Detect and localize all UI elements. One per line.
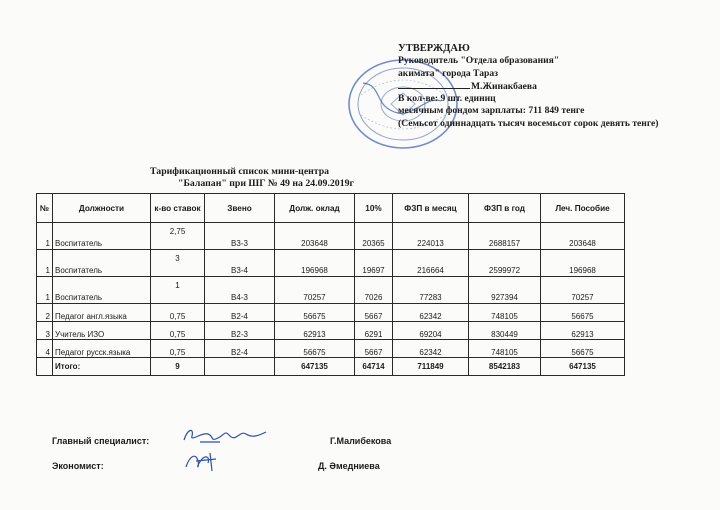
header-salary: Долж. оклад [275, 194, 355, 223]
header-month: ФЗП в месяц [393, 194, 469, 223]
cell-grade: B3-4 [205, 250, 275, 277]
cell-salary: 196968 [275, 250, 355, 277]
cell-allowance: 70257 [541, 277, 625, 304]
cell-month: 69204 [393, 322, 469, 340]
total-month: 711849 [393, 358, 469, 376]
cell-position: Воспитатель [53, 250, 151, 277]
table-row [37, 322, 625, 340]
footer-role-1: Главный специалист: [52, 436, 150, 446]
table-row [37, 223, 625, 250]
cell-rates [151, 223, 205, 250]
cell-rates [151, 250, 205, 277]
header-rates: к-во ставок [151, 194, 205, 223]
header-year: ФЗП в год [469, 194, 541, 223]
header-allowance: Леч. Пособие [541, 194, 625, 223]
approval-block [398, 43, 659, 130]
cell-rates: 0,75 [151, 340, 205, 358]
cell-allowance: 196968 [541, 250, 625, 277]
cell-grade: B4-3 [205, 277, 275, 304]
cell-empty [205, 358, 275, 376]
cell-salary: 203648 [275, 223, 355, 250]
cell-rates: 0,75 [151, 304, 205, 322]
cell-salary: 56675 [275, 340, 355, 358]
cell-grade: B3-3 [205, 223, 275, 250]
cell-no: 2 [37, 304, 53, 322]
table-row [37, 250, 625, 277]
cell-percent: 7026 [355, 277, 393, 304]
cell-no: 3 [37, 322, 53, 340]
cell-position: Педагог англ.языка [53, 304, 151, 322]
cell-allowance: 56675 [541, 340, 625, 358]
cell-salary: 62913 [275, 322, 355, 340]
total-label: Итого: [53, 358, 151, 376]
total-allowance: 647135 [541, 358, 625, 376]
cell-position: Учитель ИЗО [53, 322, 151, 340]
table-row [37, 304, 625, 322]
footer-name-2: Д. Әмедниева [318, 461, 380, 471]
cell-grade: B2-3 [205, 322, 275, 340]
cell-position: Воспитатель [53, 223, 151, 250]
cell-position: Воспитатель [53, 277, 151, 304]
approval-line-3: М.Жинакбаева [471, 80, 537, 92]
table-header-row [37, 194, 625, 223]
cell-year: 2688157 [469, 223, 541, 250]
cell-year: 748105 [469, 340, 541, 358]
signature-2-icon [180, 449, 230, 473]
cell-grade: B2-4 [205, 340, 275, 358]
cell-rates [151, 277, 205, 304]
cell-year: 830449 [469, 322, 541, 340]
approval-line-1: Руководитель "Отдела образования" [398, 55, 560, 67]
cell-allowance: 62913 [541, 322, 625, 340]
cell-position: Педагог русск.языка [53, 340, 151, 358]
total-year: 8542183 [469, 358, 541, 376]
approval-line-2: акимата" города Тараз [398, 67, 498, 79]
cell-no: 1 [37, 250, 53, 277]
footer-name-1: Г.Малибекова [330, 436, 392, 446]
tariff-table [36, 193, 625, 376]
header-no: № [37, 194, 53, 223]
total-row [37, 358, 625, 376]
cell-rates: 0,75 [151, 322, 205, 340]
cell-percent: 6291 [355, 322, 393, 340]
cell-allowance: 56675 [541, 304, 625, 322]
cell-empty [37, 358, 53, 376]
cell-percent: 20365 [355, 223, 393, 250]
footer-role-2: Экономист: [52, 461, 104, 471]
cell-grade: B2-4 [205, 304, 275, 322]
cell-percent: 5667 [355, 340, 393, 358]
header-position: Должности [53, 194, 151, 223]
approval-heading: УТВЕРЖДАЮ [398, 43, 470, 54]
approval-line-4: В кол-ве: 9 шт. единиц [398, 93, 496, 105]
cell-salary: 70257 [275, 277, 355, 304]
cell-no: 1 [37, 223, 53, 250]
cell-no: 1 [37, 277, 53, 304]
cell-no: 4 [37, 340, 53, 358]
total-salary: 647135 [275, 358, 355, 376]
cell-percent: 19697 [355, 250, 393, 277]
total-percent: 64714 [355, 358, 393, 376]
table-row [37, 340, 625, 358]
signature-1-icon [180, 424, 280, 446]
header-grade: Звено [205, 194, 275, 223]
approval-signature-line [398, 80, 659, 93]
title-line-1: Тарификационный список мини-центра [150, 166, 330, 177]
approval-line-5: месячным фондом зарплаты: 711 849 тенге [398, 105, 585, 117]
cell-rates-value: 1 [175, 281, 180, 290]
cell-month: 62342 [393, 340, 469, 358]
header-percent: 10% [355, 194, 393, 223]
title-line-2: "Балапан" при ШГ № 49 на 24.09.2019г [178, 178, 354, 189]
cell-month: 216664 [393, 250, 469, 277]
cell-year: 927394 [469, 277, 541, 304]
cell-rates-value: 2,75 [169, 227, 186, 236]
cell-year: 2599972 [469, 250, 541, 277]
signature-underline [398, 80, 470, 89]
approval-line-6: (Семьсот одиннадцать тысяч восемьсот сорок девять тенге) [398, 117, 659, 129]
cell-percent: 5667 [355, 304, 393, 322]
cell-month: 77283 [393, 277, 469, 304]
cell-month: 224013 [393, 223, 469, 250]
total-rates: 9 [151, 358, 205, 376]
cell-allowance: 203648 [541, 223, 625, 250]
table-row [37, 277, 625, 304]
cell-salary: 56675 [275, 304, 355, 322]
cell-rates-value: 3 [175, 254, 180, 263]
document-title [150, 166, 354, 190]
cell-month: 62342 [393, 304, 469, 322]
cell-year: 748105 [469, 304, 541, 322]
